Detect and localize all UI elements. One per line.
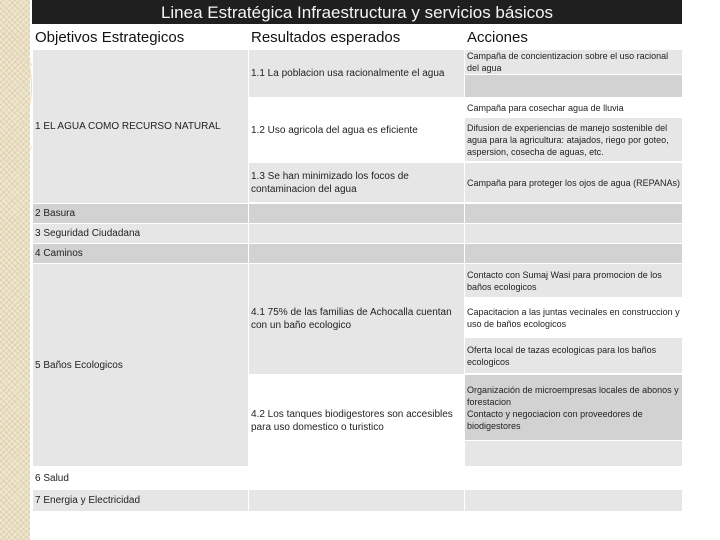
empty-cell [249,467,465,490]
accion-cell [465,98,683,118]
empty-cell [249,490,465,512]
header-acciones: Acciones [465,25,683,50]
accion-cell [465,338,683,374]
accion-biodigestores: Contacto y negociacion con proveedores de biodigestores [467,408,643,431]
objetivo-banos: 5 Baños Ecologicos [33,264,249,467]
table-row [33,204,683,224]
accion-cell [465,298,683,338]
header-objetivos: Objetivos Estrategicos [33,25,249,50]
accion-cell [465,375,683,441]
accion-cell [465,264,683,298]
empty-cell [465,490,683,512]
objetivo-energia: 7 Energia y Electricidad [33,490,249,512]
accion-cell [465,163,683,203]
accion-oferta-tazas: Oferta local de tazas ecologicas para los baños ecologicos [467,344,657,367]
table-row [33,490,683,512]
accion-difusion-experiencias: Difusion de experiencias de manejo sostenible del agua para la agricultura: atajados, riego por goteo, aspersion, cosecha de aguas, etc. [467,122,669,157]
table-row [33,264,683,298]
resultado-1-2: 1.2 Uso agricola del agua es eficiente [249,98,465,163]
accion-capacitacion: Capacitacion a las juntas vecinales en construccion y uso de baños ecologicos [467,306,680,329]
empty-cell [465,204,683,224]
table-row [33,244,683,264]
empty-cell [249,224,465,244]
resultado-4-2: 4.2 Los tanques biodigestores son accesibles para uso domestico o turistico [249,375,465,467]
objetivo-salud: 6 Salud [33,467,249,490]
table-row [33,224,683,244]
accion-ojos-agua: Campaña para proteger los ojos de agua (REPANAs) [467,177,680,188]
accion-cell [465,50,683,75]
accion-microempresas: Organización de microempresas locales de abonos y forestacion [467,384,679,407]
empty-cell [249,244,465,264]
objetivo-basura: 2 Basura [33,204,249,224]
empty-cell [465,75,683,98]
table-header-row [33,25,683,50]
table-row [33,50,683,75]
resultado-4-1: 4.1 75% de las familias de Achocalla cuentan con un baño ecologico [249,264,465,375]
objetivo-caminos: 4 Caminos [33,244,249,264]
resultado-1-3: 1.3 Se han minimizado los focos de contaminacion del agua [249,163,465,203]
accion-cell [465,118,683,162]
empty-cell [465,224,683,244]
objetivo-seguridad: 3 Seguridad Ciudadana [33,224,249,244]
accion-concientizacion: Campaña de concientizacion sobre el uso racional del agua [467,51,669,73]
empty-cell [465,467,683,490]
accion-sumaj-wasi: Contacto con Sumaj Wasi para promocion de los baños ecologicos [467,269,662,292]
strategy-table [32,24,683,512]
empty-cell [249,204,465,224]
slide-title: Linea Estratégica Infraestructura y servicios básicos [32,0,682,24]
objetivo-agua: 1 EL AGUA COMO RECURSO NATURAL [33,50,249,204]
empty-cell [465,244,683,264]
header-resultados: Resultados esperados [249,25,465,50]
resultado-1-1: 1.1 La poblacion usa racionalmente el agua [249,50,465,98]
accion-cosechar-lluvia: Campaña para cosechar agua de lluvia [467,102,624,113]
table-row [33,467,683,490]
empty-cell [465,441,683,467]
